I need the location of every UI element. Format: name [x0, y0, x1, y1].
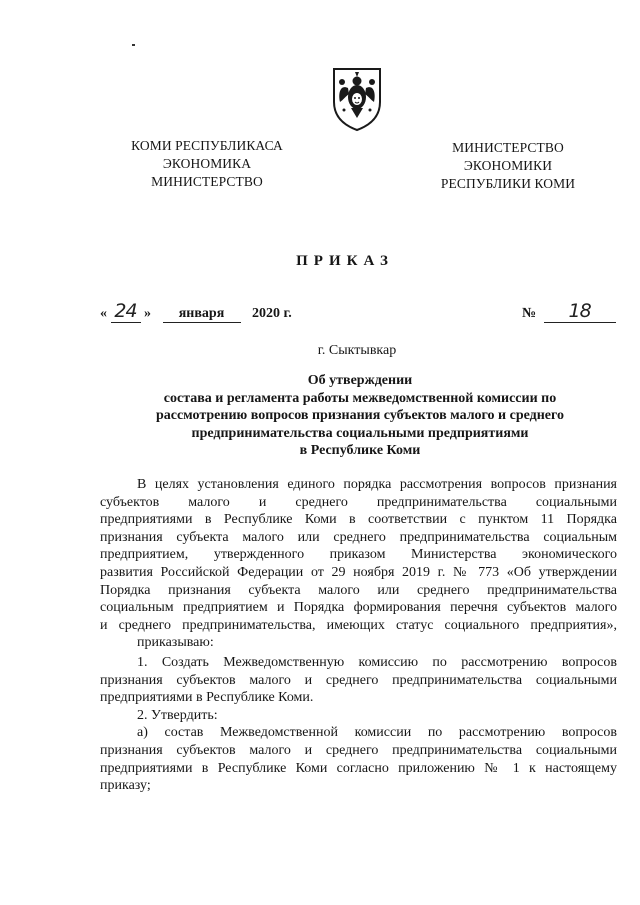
- header-left-line: КОМИ РЕСПУБЛИКАСА: [131, 138, 283, 153]
- item-2a-line: а) состав Межведомственной комиссии по рассмотрению вопросов: [137, 725, 617, 741]
- header-right-russian: [433, 139, 583, 193]
- order-number: [522, 300, 616, 323]
- preamble-line: субъектов малого и среднего предпринимательства социальными: [100, 494, 617, 510]
- item-1-line: признания субъектов малого и среднего предпринимательства социальными: [100, 672, 617, 688]
- number-handwritten: 18: [544, 300, 616, 323]
- number-sign: №: [522, 306, 537, 321]
- order-title: ПРИКАЗ: [296, 253, 394, 269]
- date-day-handwritten: 24: [111, 300, 141, 323]
- subject-line: состава и регламента работы межведомственной комиссии по: [163, 390, 557, 406]
- preamble-line: и среднего предпринимательства, имеющих статус социального предприятия»,: [100, 617, 617, 633]
- preamble: [100, 476, 617, 652]
- order-subject: [100, 372, 620, 460]
- scan-mark: [132, 44, 135, 46]
- preamble-line: развития Российской Федерации от 29 ноября 2019 г. № 773 «Об утверждении: [100, 564, 617, 580]
- item-1: [100, 654, 617, 795]
- subject-line: Об утверждении: [307, 373, 413, 388]
- header-left-line: ЭКОНОМИКА: [162, 156, 252, 171]
- preamble-line: социальным предприятием и Порядка формирования перечня субъектов малого: [100, 600, 617, 616]
- item-1-line: предприятиями в Республике Коми.: [100, 690, 314, 706]
- header-right-line: РЕСПУБЛИКИ КОМИ: [440, 176, 576, 191]
- date-month: января: [163, 306, 241, 323]
- date-open-quote: «: [100, 306, 107, 321]
- komi-republic-coat-of-arms-icon: [330, 66, 384, 132]
- item-2: 2. Утвердить:: [137, 707, 218, 723]
- city: г. Сыктывкар: [317, 343, 397, 358]
- header-left-komi: [112, 137, 302, 191]
- item-2a-line: предприятиями в Республике Коми согласно приложению № 1 к настоящему: [100, 760, 617, 776]
- subject-line: предпринимательства социальными предприятиями: [191, 425, 529, 441]
- item-2a-line: признания субъектов малого и среднего предпринимательства социальными: [100, 742, 617, 758]
- preamble-line: признания субъекта малого или среднего предпринимательства социальным: [100, 529, 617, 545]
- subject-line: рассмотрению вопросов признания субъектов малого и среднего: [155, 408, 565, 423]
- preamble-line: предприятием, утвержденного приказом Министерства экономического: [100, 547, 617, 563]
- order-date: [100, 300, 292, 323]
- date-year: 2020 г.: [252, 306, 292, 321]
- header-right-line: ЭКОНОМИКИ: [463, 158, 553, 173]
- preamble-line: предприятиями в Республике Коми в соответствии с пунктом 11 Порядка: [100, 512, 617, 528]
- subject-line: в Республике Коми: [299, 443, 421, 458]
- item-2a-line: приказу;: [100, 778, 151, 794]
- header-right-line: МИНИСТЕРСТВО: [452, 140, 564, 155]
- order-verb: приказываю:: [137, 635, 214, 651]
- preamble-line: В целях установления единого порядка рассмотрения вопросов признания: [137, 477, 617, 492]
- preamble-line: Порядка признания субъекта малого или среднего предпринимательства: [100, 582, 617, 598]
- header-left-line: МИНИСТЕРСТВО: [151, 174, 263, 189]
- item-1-line: 1. Создать Межведомственную комиссию по рассмотрению вопросов: [137, 655, 617, 670]
- date-close-quote: »: [144, 306, 151, 321]
